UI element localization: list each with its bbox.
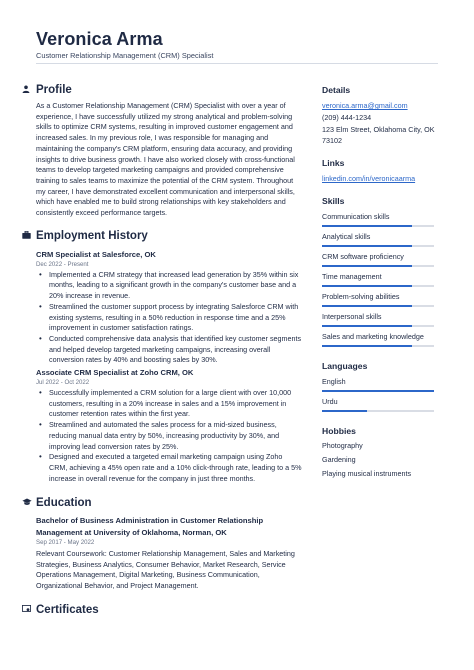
skill-item-name: Sales and marketing knowledge bbox=[322, 332, 424, 341]
skill-item-level-track bbox=[322, 325, 434, 327]
skill-item-level-fill bbox=[322, 245, 412, 247]
phone-number: (209) 444-1234 bbox=[322, 113, 372, 122]
linkedin-link[interactable]: linkedin.com/in/veronicaarma bbox=[322, 174, 416, 183]
person-icon bbox=[22, 85, 36, 95]
header-divider bbox=[36, 63, 438, 64]
skills-section bbox=[322, 195, 437, 347]
education-heading-row bbox=[22, 495, 302, 511]
resume-header bbox=[0, 0, 474, 74]
certificates-heading-row bbox=[22, 602, 302, 618]
graduation-cap-icon bbox=[22, 498, 36, 508]
skill-item-level-track bbox=[322, 305, 434, 307]
skill-item bbox=[322, 271, 437, 287]
details-section bbox=[322, 84, 437, 146]
skill-item-level-fill bbox=[322, 285, 412, 287]
education-section bbox=[22, 495, 302, 591]
job-bullet: • Streamlined and automated the sales process for a mid-sized business, reducing manual data entry by 50%, increasing productivity by 30%, and improving lead conversion rates by 25%. bbox=[36, 420, 302, 452]
main-column bbox=[22, 82, 302, 618]
job-entry bbox=[36, 249, 302, 366]
relevant-coursework: Relevant Coursework: Customer Relationship Management, Sales and Marketing Strategies, Business Analytics, Consumer Behavior, Market Research, Service Operations Management, Digital Marketing, Business Communication, Organizational Behavior, and Project Management. bbox=[36, 548, 295, 590]
job-bullet: • Conducted comprehensive data analysis that identified key customer segments and helped develop targeted marketing campaigns, increasing overall conversion rates by 40% and boosting sales by 30%. bbox=[36, 334, 302, 366]
job-bullet: • Streamlined the customer support process by integrating Salesforce CRM with existing systems, resulting in a 50% reduction in response time and a 25% improvement in customer satisfaction ratings. bbox=[36, 302, 302, 334]
email-link[interactable]: veronica.arma@gmail.com bbox=[322, 101, 408, 110]
job-bullet: • Designed and executed a targeted email marketing campaign using Zoho CRM, achieving a 45% open rate and a 10% click-through rate, leading to a 5% increase in overall revenue for the company in just three months. bbox=[36, 452, 302, 484]
skill-item-name: Communication skills bbox=[322, 212, 390, 221]
languages-heading: Languages bbox=[322, 361, 368, 371]
skill-item-level-fill bbox=[322, 265, 412, 267]
profile-heading: Profile bbox=[36, 84, 72, 96]
language-item-level-fill bbox=[322, 390, 434, 392]
skill-item-name: Problem-solving abilities bbox=[322, 292, 400, 301]
language-item-name: Urdu bbox=[322, 397, 338, 406]
job-bullet: • Implemented a CRM strategy that increased lead generation by 35% within six months, leading to a significant growth in the company's customer base and a 20% increase in revenue. bbox=[36, 270, 302, 302]
candidate-name: Veronica Arma bbox=[36, 29, 163, 49]
links-section bbox=[322, 157, 437, 184]
job-title: CRM Specialist at Salesforce, OK bbox=[36, 249, 156, 259]
certificates-heading: Certificates bbox=[36, 603, 99, 616]
skill-item bbox=[322, 331, 437, 347]
skill-item bbox=[322, 291, 437, 307]
skill-item-level-fill bbox=[322, 305, 412, 307]
skill-item-level-track bbox=[322, 225, 434, 227]
skill-item-name: Time management bbox=[322, 272, 382, 281]
skill-item-level-track bbox=[322, 245, 434, 247]
skill-item-level-track bbox=[322, 345, 434, 347]
candidate-title: Customer Relationship Management (CRM) Specialist bbox=[36, 51, 214, 60]
skill-item bbox=[322, 231, 437, 247]
job-bullets bbox=[36, 270, 302, 366]
skill-item-level-fill bbox=[322, 345, 412, 347]
language-item-level-fill bbox=[322, 410, 367, 412]
skill-item bbox=[322, 211, 437, 227]
employment-heading: Employment History bbox=[36, 229, 148, 242]
certificates-section bbox=[22, 602, 302, 618]
job-title: Associate CRM Specialist at Zoho CRM, OK bbox=[36, 368, 194, 378]
job-entry bbox=[36, 367, 302, 484]
profile-section bbox=[22, 82, 302, 219]
degree-title: Bachelor of Business Administration in Customer Relationship Management at University of Oklahoma, Norman, OK bbox=[36, 516, 264, 537]
language-item-level-track bbox=[322, 410, 434, 412]
address: 123 Elm Street, Oklahoma City, OK 73102 bbox=[322, 125, 435, 145]
language-item-name: English bbox=[322, 377, 346, 386]
skill-item-level-fill bbox=[322, 225, 412, 227]
hobbies-heading: Hobbies bbox=[322, 426, 356, 436]
certificate-icon bbox=[22, 605, 36, 615]
employment-section bbox=[22, 228, 302, 485]
language-item bbox=[322, 396, 437, 412]
skill-item-level-fill bbox=[322, 325, 412, 327]
hobby-item: Playing musical instruments bbox=[322, 469, 412, 478]
sidebar-column bbox=[322, 84, 437, 479]
skill-item-name: Interpersonal skills bbox=[322, 312, 382, 321]
education-heading: Education bbox=[36, 497, 92, 510]
hobby-item: Photography bbox=[322, 441, 363, 450]
languages-section bbox=[322, 360, 437, 412]
job-dates: Dec 2022 - Present bbox=[36, 260, 89, 268]
skill-item-name: Analytical skills bbox=[322, 232, 371, 241]
profile-heading-row bbox=[22, 82, 302, 98]
hobbies-section bbox=[322, 425, 437, 479]
education-entry bbox=[36, 515, 302, 591]
job-bullet: • Successfully implemented a CRM solution for a large client with over 10,000 customers, resulting in a 20% increase in sales and a 15% improvement in customer retention rates within the first year. bbox=[36, 388, 302, 420]
skill-item-level-track bbox=[322, 285, 434, 287]
details-heading: Details bbox=[322, 85, 351, 95]
hobby-item: Gardening bbox=[322, 455, 356, 464]
languages-list bbox=[322, 376, 437, 412]
skills-list bbox=[322, 211, 437, 347]
links-heading: Links bbox=[322, 158, 345, 168]
skill-item-level-track bbox=[322, 265, 434, 267]
language-item-level-track bbox=[322, 390, 434, 392]
employment-heading-row bbox=[22, 228, 302, 244]
education-dates: Sep 2017 - May 2022 bbox=[36, 538, 95, 546]
language-item bbox=[322, 376, 437, 392]
briefcase-icon bbox=[22, 231, 36, 241]
job-bullets bbox=[36, 388, 302, 484]
skill-item-name: CRM software proficiency bbox=[322, 252, 404, 261]
profile-summary: As a Customer Relationship Management (CRM) Specialist with over a year of experience, I have successfully utilized my strong analytical and problem-solving skills to optimize CRM systems, resulting in improved customer engagement and increased sales. In my previous role, I was responsible for managing and maintaining the company's CRM platform, ensuring data accuracy, and providing insights to drive business growth. I have also worked closely with cross-functional teams to develop targeted marketing campaigns and provided comprehensive training to sales teams to maximize the potential of the CRM system. Throughout my career, I have demonstrated excellent communication and interpersonal skills, which have enabled me to build strong relationships with key stakeholders and consistently exceed performance targets. bbox=[36, 101, 295, 218]
skills-heading: Skills bbox=[322, 196, 345, 206]
skill-item bbox=[322, 311, 437, 327]
skill-item bbox=[322, 251, 437, 267]
hobbies-list bbox=[322, 440, 437, 479]
job-dates: Jul 2022 - Oct 2022 bbox=[36, 379, 90, 387]
